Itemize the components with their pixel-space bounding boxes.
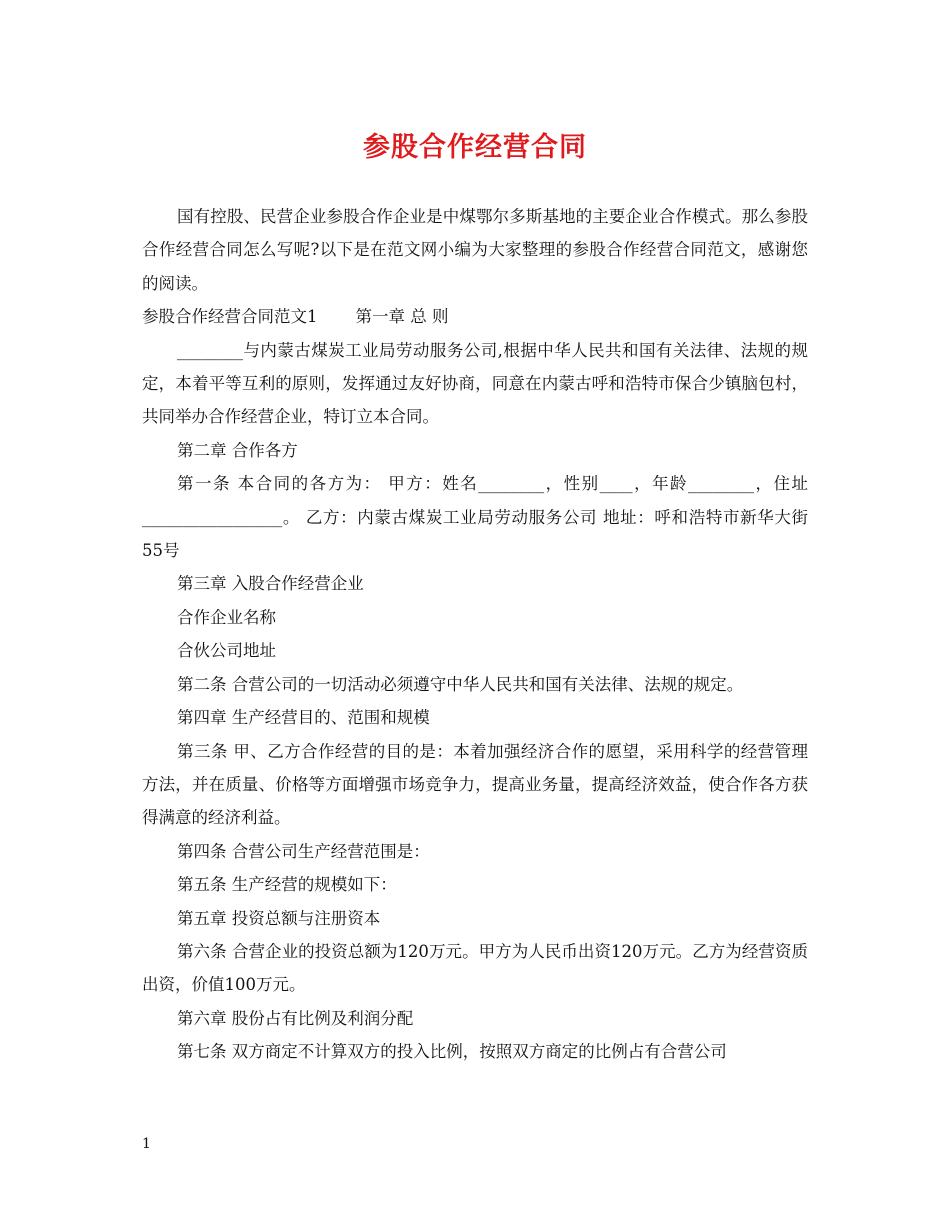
article-7: 第七条 双方商定不计算双方的投入比例，按照双方商定的比例占有合营公司 <box>177 1042 727 1062</box>
chapter-2-heading: 第二章 合作各方 <box>177 440 298 460</box>
chapter-5-heading: 第五章 投资总额与注册资本 <box>177 908 381 928</box>
article-2: 第二条 合营公司的一切活动必须遵守中华人民共和国有关法律、法规的规定。 <box>177 674 744 694</box>
sample-heading-line <box>142 300 808 333</box>
parties-intro-paragraph: ________与内蒙古煤炭工业局劳动服务公司,根据中华人民共和国有关法律、法规的规定，本着平等互利的原则，发挥通过友好协商，同意在内蒙古呼和浩特市保合少镇脑包村，共同举办合作经营企业，特订立本合同。 <box>142 340 808 427</box>
intro-paragraph: 国有控股、民营企业参股合作企业是中煤鄂尔多斯基地的主要企业合作模式。那么参股合作经营合同怎么写呢?以下是在范文网小编为大家整理的参股合作经营合同范文，感谢您的阅读。 <box>142 207 808 293</box>
company-address-line: 合伙公司地址 <box>177 641 276 661</box>
sample-heading: 参股合作经营合同范文1 <box>142 307 318 327</box>
document-title: 参股合作经营合同 <box>363 132 587 163</box>
chapter-6-heading: 第六章 股份占有比例及利润分配 <box>177 1008 414 1028</box>
document-body <box>142 200 808 1069</box>
chapter-1-heading: 第一章 总 则 <box>355 307 449 327</box>
article-3: 第三条 甲、乙方合作经营的目的是：本着加强经济合作的愿望，采用科学的经营管理方法，并在质量、价格等方面增强市场竞争力，提高业务量，提高经济效益，使合作各方获得满意的经济利益。 <box>142 741 808 828</box>
company-name-line: 合作企业名称 <box>177 607 276 627</box>
article-5: 第五条 生产经营的规模如下： <box>177 875 397 895</box>
article-1: 第一条 本合同的各方为： 甲方：姓名________，性别____，年龄________，住址_________________。 乙方：内蒙古煤炭工业局劳动服务公司 地址：呼和浩特市新华大街55号 <box>142 474 808 561</box>
chapter-3-heading: 第三章 入股合作经营企业 <box>177 574 364 594</box>
page-number: 1 <box>142 1136 151 1152</box>
chapter-4-heading: 第四章 生产经营目的、范围和规模 <box>177 708 430 728</box>
article-4: 第四条 合营公司生产经营范围是： <box>177 841 430 861</box>
article-6: 第六条 合营企业的投资总额为120万元。甲方为人民币出资120万元。乙方为经营资质出资，价值100万元。 <box>142 941 808 995</box>
